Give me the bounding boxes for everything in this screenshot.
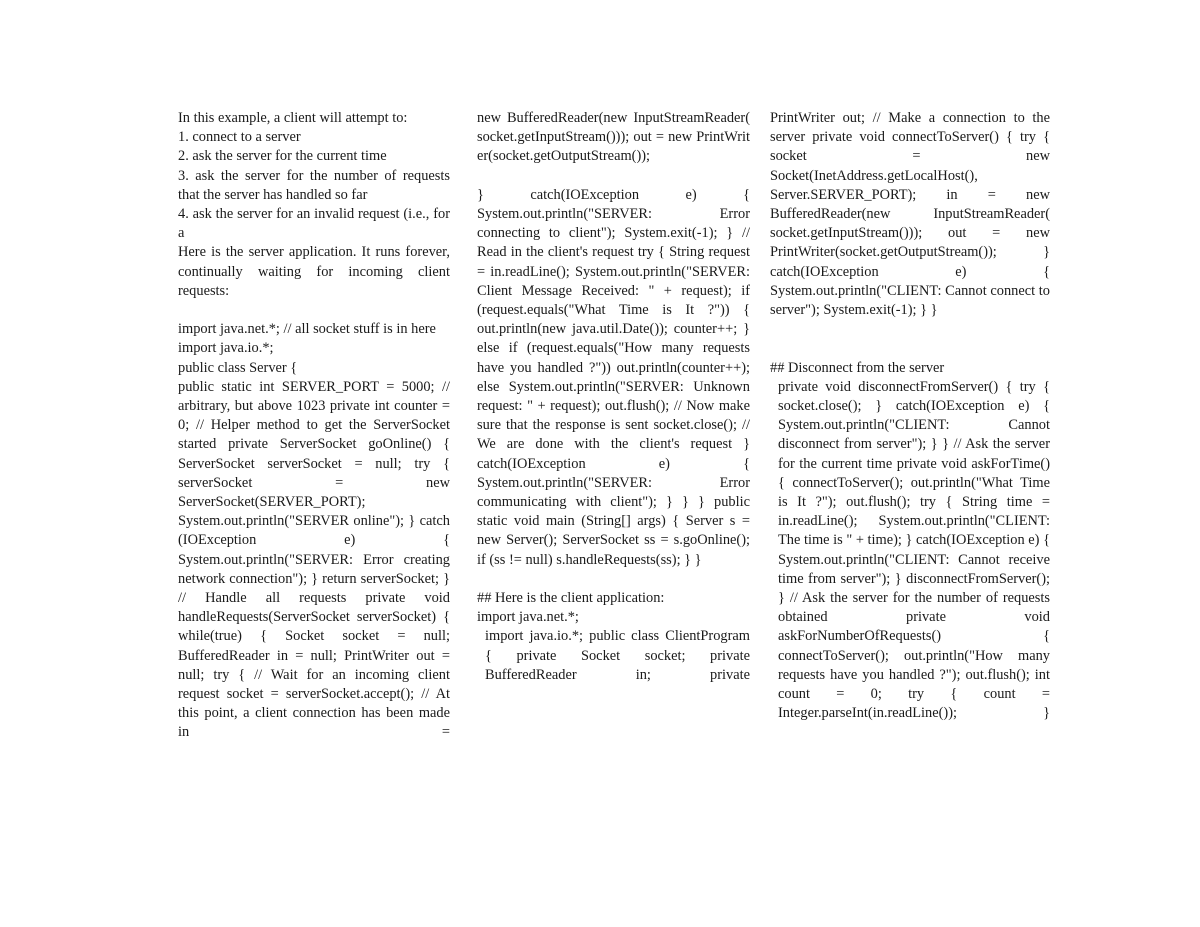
code-line: import java.net.*; // all socket stuff is in here [178,321,436,338]
code-block: } catch(IOException e) { System.out.println("SERVER: Error connecting to client"); System.exit(-1); } // Read in the client's request try { String request = in.readLine(); System.out.println("SERVER: Client Message Received: " + request); if (request.equals("What Time is It ?")) { out.println(new java.util.Date()); counter++; } else if (request.equals("How many requests have you handled ?")) out.println(counter++); else System.out.println("SERVER: Unknown request: " + request); out.flush(); // Now make sure that the response is sent socket.close(); // We are done with the client's request } catch(IOException e) { System.out.println("SERVER: Error communicating with client"); } } } public static void main (String[] args) { Server s = new Server(); ServerSocket ss = s.goOnline(); if (ss != null) s.handleRequests(ss); } } [477,186,750,568]
list-item: 1. connect to a server [178,129,301,146]
code-block: private void disconnectFromServer() { try { socket.close(); } catch(IOException e) { System.out.println("CLIENT: Cannot disconnect from server"); } } // Ask the server for the current time private void askForTime() { connectToServer(); out.println("What Time is It ?"); out.flush(); try { String time = in.readLine(); System.out.println("CLIENT: The time is " + time); } catch(IOException e) { System.out.println("CLIENT: Cannot receive time from server"); } disconnectFromServer(); } // Ask the server for the number of requests obtained private void askForNumberOfRequests() { connectToServer(); out.println("How many requests have you handled ?"); out.flush(); int count = 0; try { count = Integer.parseInt(in.readLine()); } [778,378,1050,722]
column-2 [477,109,750,809]
list-item: 2. ask the server for the current time [178,148,387,165]
code-block: import java.io.*; public class ClientProgram { private Socket socket; private BufferedReader in; private [485,628,750,683]
spacer [178,301,450,320]
spacer [770,320,1050,339]
column-1 [178,109,450,809]
list-item: 3. ask the server for the number of requests that the server has handled so far [178,167,450,203]
section-heading: ## Disconnect from the server [770,359,945,376]
spacer [770,339,1050,358]
server-intro-paragraph: Here is the server application. It runs forever, continually waiting for incoming client requests: [178,244,450,299]
code-block: new BufferedReader(new InputStreamReader( socket.getInputStream())); out = new PrintWriter(socket.getOutputStream()); [477,110,750,165]
section-heading: ## Here is the client application: [477,590,665,607]
intro-text: In this example, a client will attempt to: [178,110,408,126]
code-block: public static int SERVER_PORT = 5000; // arbitrary, but above 1023 private int counter = 0; // Helper method to get the ServerSocket started private ServerSocket goOnline() { ServerSocket serverSocket = null; try { serverSocket = new ServerSocket(SERVER_PORT); System.out.println("SERVER online"); } catch (IOException e) { System.out.println("SERVER: Error creating network connection"); } return serverSocket; } // Handle all requests private void handleRequests(ServerSocket serverSocket) { while(true) { Socket socket = null; BufferedReader in = null; PrintWriter out = null; try { // Wait for an incoming client request socket = serverSocket.accept(); // At this point, a client connection has been made in = [178,378,450,741]
spacer [477,570,750,589]
column-3 [770,109,1050,809]
list-item: 4. ask the server for an invalid request (i.e., for a [178,206,450,242]
spacer [477,167,750,186]
code-line: import java.net.*; [477,609,579,626]
code-block: PrintWriter out; // Make a connection to the server private void connectToServer() { try { socket = new Socket(InetAddress.getLocalHost(), Server.SERVER_PORT); in = new BufferedReader(new InputStreamReader( socket.getInputStream())); out = new PrintWriter(socket.getOutputStream()); } catch(IOException e) { System.out.println("CLIENT: Cannot connect to server"); System.exit(-1); } } [770,110,1050,319]
code-line: public class Server { [178,359,298,376]
code-line: import java.io.*; [178,340,274,357]
